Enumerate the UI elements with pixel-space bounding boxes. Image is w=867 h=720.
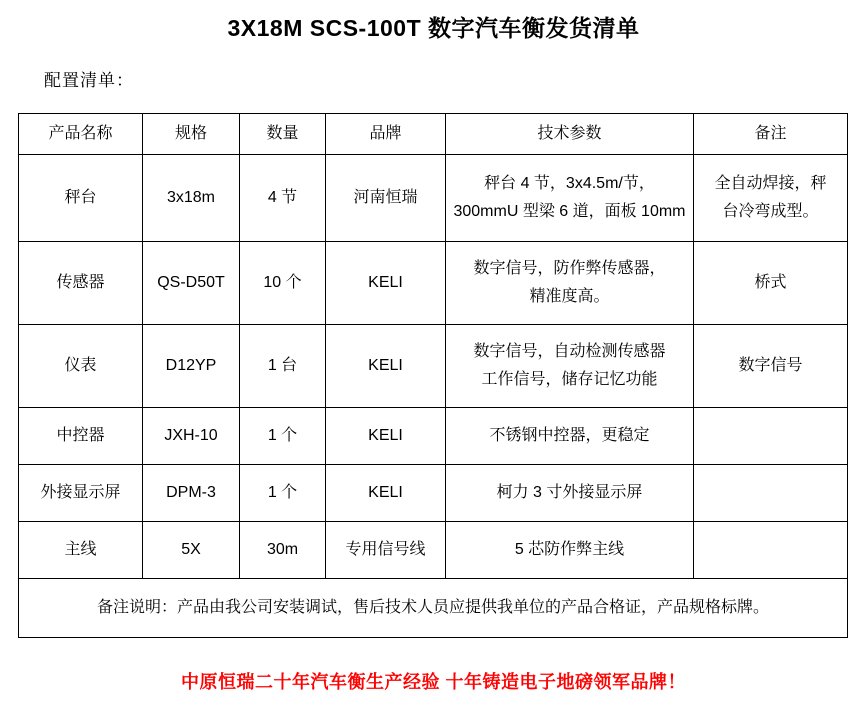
cell-brand: KELI <box>326 407 446 464</box>
cell-brand: 专用信号线 <box>326 521 446 578</box>
cell-parameters-line2: 精准度高。 <box>529 287 610 305</box>
table-row <box>19 464 848 521</box>
column-header-brand: 品牌 <box>326 113 446 154</box>
cell-brand: KELI <box>326 464 446 521</box>
table-row <box>19 241 848 324</box>
cell-quantity: 30m <box>240 521 326 578</box>
cell-parameters: 不锈钢中控器，更稳定 <box>446 407 694 464</box>
cell-product-name: 外接显示屏 <box>19 464 143 521</box>
table-row <box>19 324 848 407</box>
footer-slogan: 中原恒瑞二十年汽车衡生产经验 十年铸造电子地磅领军品牌！ <box>181 672 686 692</box>
column-header-product-name: 产品名称 <box>19 113 143 154</box>
cell-quantity: 1 个 <box>240 464 326 521</box>
cell-product-name: 仪表 <box>19 324 143 407</box>
cell-parameters: 5 芯防作弊主线 <box>446 521 694 578</box>
cell-product-name: 传感器 <box>19 241 143 324</box>
cell-brand: KELI <box>326 241 446 324</box>
cell-brand: 河南恒瑞 <box>326 154 446 241</box>
cell-quantity: 10 个 <box>240 241 326 324</box>
cell-product-name: 秤台 <box>19 154 143 241</box>
cell-remark: 数字信号 <box>694 324 848 407</box>
cell-remark <box>694 464 848 521</box>
cell-remark-line2: 台冷弯成型。 <box>722 202 819 220</box>
cell-quantity: 4 节 <box>240 154 326 241</box>
cell-spec: DPM-3 <box>143 464 240 521</box>
column-header-quantity: 数量 <box>240 113 326 154</box>
cell-product-name: 主线 <box>19 521 143 578</box>
table-note-row <box>19 578 848 637</box>
cell-remark <box>694 521 848 578</box>
column-header-spec: 规格 <box>143 113 240 154</box>
cell-spec: 3x18m <box>143 154 240 241</box>
cell-quantity: 1 个 <box>240 407 326 464</box>
cell-parameters-line1: 数字信号，防作弊传感器， <box>473 259 666 277</box>
cell-quantity: 1 台 <box>240 324 326 407</box>
page-title: 3X18M SCS-100T 数字汽车衡发货清单 <box>227 15 640 41</box>
cell-spec: JXH-10 <box>143 407 240 464</box>
config-list-label: 配置清单： <box>44 70 134 90</box>
table-header-row <box>19 113 848 154</box>
cell-remark: 桥式 <box>694 241 848 324</box>
cell-parameters-line2: 工作信号，储存记忆功能 <box>481 370 658 388</box>
cell-parameters <box>446 241 694 324</box>
cell-product-name: 中控器 <box>19 407 143 464</box>
table-row <box>19 154 848 241</box>
cell-spec: QS-D50T <box>143 241 240 324</box>
specification-table <box>18 113 848 638</box>
cell-parameters <box>446 154 694 241</box>
cell-remark <box>694 154 848 241</box>
cell-parameters-line1: 秤台 4 节，3x4.5m/节， <box>484 174 655 192</box>
cell-parameters-line2: 300mmU 型梁 6 道，面板 10mm <box>453 202 686 220</box>
table-row <box>19 407 848 464</box>
table-row <box>19 521 848 578</box>
document-page <box>0 14 867 720</box>
cell-spec: D12YP <box>143 324 240 407</box>
cell-remark <box>694 407 848 464</box>
cell-parameters <box>446 324 694 407</box>
column-header-parameters: 技术参数 <box>446 113 694 154</box>
table-note: 备注说明：产品由我公司安装调试，售后技术人员应提供我单位的产品合格证，产品规格标牌。 <box>19 578 848 637</box>
cell-spec: 5X <box>143 521 240 578</box>
cell-parameters: 柯力 3 寸外接显示屏 <box>446 464 694 521</box>
column-header-remark: 备注 <box>694 113 848 154</box>
cell-remark-line1: 全自动焊接，秤 <box>714 174 827 192</box>
cell-parameters-line1: 数字信号，自动检测传感器 <box>473 342 666 360</box>
cell-brand: KELI <box>326 324 446 407</box>
